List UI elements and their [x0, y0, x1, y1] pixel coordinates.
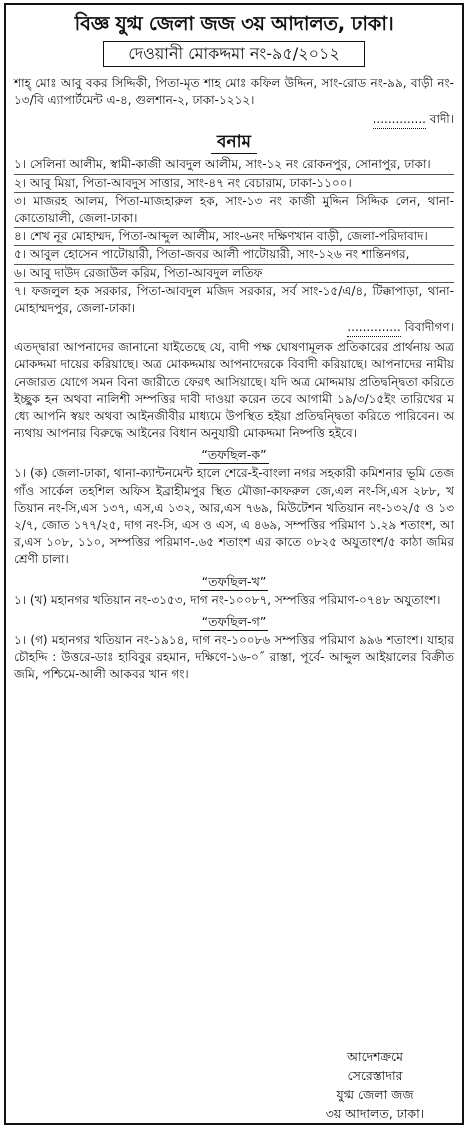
defendant-item: ৩। মাজরহ আলম, পিতা-মাজহারুল হক, সাং-১৩ নং কাজী মুদ্দিন সিদ্দিক লেন, থানা-কোতোয়ালী, জেলা-ঢাকা। [14, 193, 454, 228]
defendant-item: ৫। আবুল হোসেন পাটোয়ারী, পিতা-জবর আলী পাটোয়ারী, সাং-১২৬ নং শান্তিনগর, [14, 246, 454, 264]
plaintiff-role-dots: .............. [373, 111, 426, 129]
defendants-list [14, 156, 454, 317]
defendant-item: ১। সেলিনা আলীম, স্বামী-কাজী আবদুল আলীম, সাং-১২ নং রোকনপুর, সোনাপুর, ঢাকা। [14, 156, 454, 174]
schedule-ka-heading-container [14, 444, 454, 464]
defendant-item: ৭। ফজলুল হক সরকার, পিতা-আবদুল মজিদ সরকার, সর্ব সাং-১৫/এ/৪, টিক্কাপাড়া, থানা-মোহাম্মদপুর, জেলা-ঢাকা। [14, 283, 454, 316]
schedule-kha-heading-container [14, 571, 454, 591]
defendants-role-line [14, 319, 454, 337]
signature-line: আদেশক্রমে [347, 1049, 403, 1064]
schedule-kha-heading: “তফছিল-খ” [201, 573, 267, 589]
defendants-role-dots: .............. [347, 319, 400, 337]
signature-line: যুগ্ম জেলা জজ [336, 1087, 414, 1102]
defendant-item: ৬। আবু দাউদ রেজাউল করিম, পিতা-আবদুল লতিফ [14, 265, 454, 283]
schedule-kha-text: ১। (খ) মহানগর খতিয়ান নং-৩১৫৩, দাগ নং-১০০৮৭, সম্পত্তির পরিমাণ-০৭৪৮ অযুতাংশ। [14, 592, 441, 607]
schedule-ka-text: ১। (ক) জেলা-ঢাকা, থানা-ক্যান্টনমেন্ট হালে শেরে-ই-বাংলা নগর সহকারী কমিশনার ভূমি তেজগাঁও সার্কেল তহশিল অফিস ইব্রাহীমপুর স্থিত মৌজা-কাফরুল জে,এল নং-সি,এস ২৮৮, খতিয়ান নং-সি,এস ১৩৭, এস,এ ১৩২, আর,এস ৭৬৯, মিউটেশন খতিয়ান নং-১৩২/৫ ও ১৩২/৭, জোত ১৭৭/২৫, দাগ নং-সি, এস ও এস, এ ৪৬৯, সম্পত্তির পরিমাণ ১.২৯ শতাংশ, আর,এস ১০৮, ১১০, সম্পত্তির পরিমাণ-.৬৫ শতাংশ এর কাতে ০৮২৫ অযুতাংশ/৫ কাঠা জমির শ্রেণী চালা। [14, 466, 454, 567]
signature-line: সেরেস্তাদার [347, 1068, 403, 1083]
court-title: বিজ্ঞ যুগ্ম জেলা জজ ৩য় আদালত, ঢাকা। [74, 12, 394, 35]
schedule-ga-heading-container [14, 611, 454, 631]
versus-heading: বনাম [211, 131, 257, 154]
schedule-ka-heading: “তফছিল-ক” [201, 447, 267, 463]
case-number-container [14, 41, 454, 67]
signature-line: ৩য় আদালত, ঢাকা। [325, 1106, 425, 1121]
signature-block [300, 1047, 450, 1123]
plaintiff-details: শাহ্ মোঃ আবু বকর সিদ্দিকী, পিতা-মৃত শাহ মোঃ কফিল উদ্দিন, সাং-রোড নং-৯৯, বাড়ী নং-১৩/বি এ্যাপার্টমেন্ট এ-৪, গুলশান-২, ঢাকা-১২১২। [14, 76, 454, 108]
defendant-item: ৪। শেখ নূর মোহাম্মদ, পিতা-আব্দুল আলীম, সাং-৬নং দক্ষিণখান বাড়ী, জেলা-পরিদাবাদ। [14, 228, 454, 246]
versus-container [14, 131, 454, 154]
schedule-ga-heading: “তফছিল-গ” [201, 613, 267, 629]
plaintiff-role: বাদী। [425, 112, 454, 127]
case-number: দেওয়ানী মোকদ্দমা নং-৯৫/২০১২ [103, 41, 365, 67]
defendant-item: ২। আবু মিয়া, পিতা-আবদুস সাত্তার, সাং-৪৭ নং বেচারাম, ঢাকা-১১০০। [14, 175, 454, 193]
legal-notice [4, 3, 464, 1125]
notice-body: এতদ্দ্বারা আপনাদের জানানো যাইতেছে যে, বাদী পক্ষ ঘোষণামূলক প্রতিকারের প্রার্থনায় অত্র মোকদ্দমা দায়ের করিয়াছে। অত্র মোকদ্দমায় আপনাদেরকে বিবাদী করিয়াছে। আপনাদের নামীয় নেজারত যোগে সমন বিনা জারীতে ফেরৎ আসিয়াছে। যদি অত্র মোদ্দমায় প্রতিদ্বন্দ্বিতা করিতে ইচ্ছুক হন অথবা নালিশী সম্পত্তির দাবী দাওয়া করেন তবে আগামী ১৯/৩/১৫ইং তারিখের মধ্যে আপনি স্বয়ং অথবা আইনজীবীর মাধ্যমে উপস্থিত হইয়া প্রতিদ্বন্দ্বিতা করিতে পারিবেন। অন্যথায় আপনার বিরুদ্ধে আইনের বিধান অনুযায়ী মোকদ্দমা নিষ্পত্তি হইবে। [14, 340, 454, 441]
plaintiff-role-line [14, 111, 454, 129]
defendants-role: বিবাদীগণ। [400, 320, 454, 335]
schedule-ga-text: ১। (গ) মহানগর খতিয়ান নং-১৯১৪, দাগ নং-১০০৮৬ সম্পত্তির পরিমাণ ৯৯৬ শতাংশ। যাহার চৌহদ্দি : উত্তরে-ডাঃ হাবিবুর রহমান, দক্ষিণে-১৬-০˝ রাস্তা, পূর্বে- আব্দুল আইয়ালের বিক্রীত জমি, পশ্চিমে-আলী আকবর খান গং। [14, 632, 454, 682]
